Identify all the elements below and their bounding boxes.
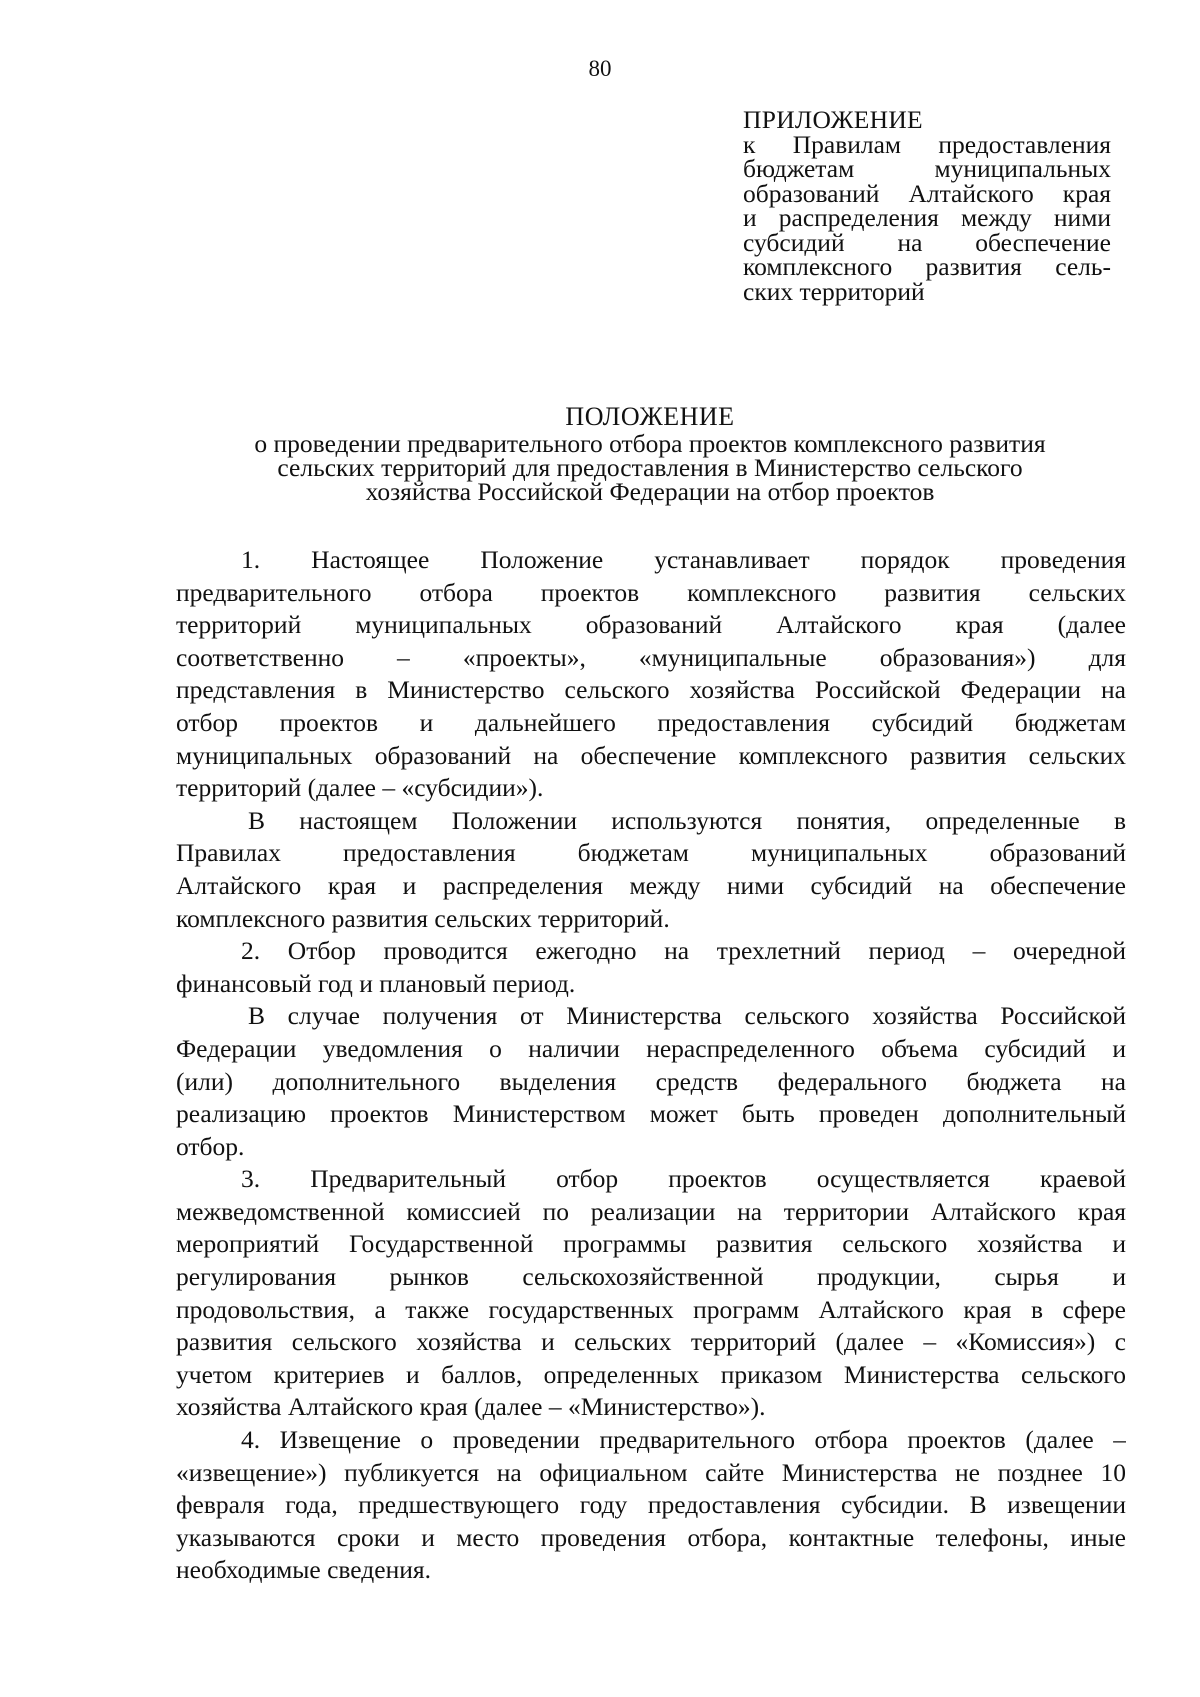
body-line: (или) дополнительного выделения средств федерального бюджета на [176, 1066, 1126, 1096]
body-line: Правилах предоставления бюджетам муниципальных образований [176, 838, 1126, 868]
body-line: отбор. [176, 1131, 245, 1161]
body-line: развития сельского хозяйства и сельских территорий (далее – «Комиссия») с [176, 1327, 1126, 1357]
body-line: В случае получения от Министерства сельского хозяйства Российской [248, 1001, 1126, 1031]
page-number: 80 [588, 56, 612, 81]
body-line: реализацию проектов Министерством может быть проведен дополнительный [176, 1099, 1126, 1129]
body-line: 3. Предварительный отбор проектов осуществляется краевой [241, 1164, 1126, 1194]
appendix-block [743, 105, 1111, 306]
appendix-line: к Правилам предоставления [743, 129, 1111, 159]
document-subtitle-line: сельских территорий для предоставления в Министерство сельского [277, 453, 1023, 482]
body-line: мероприятий Государственной программы развития сельского хозяйства и [176, 1229, 1126, 1259]
body-line: комплексного развития сельских территорий. [176, 903, 670, 933]
document-subtitle-line: о проведении предварительного отбора проектов комплексного развития [254, 429, 1046, 458]
body-line: В настоящем Положении используются понятия, определенные в [248, 805, 1126, 835]
appendix-line: и распределения между ними [743, 203, 1111, 232]
document-title-block [180, 402, 1120, 504]
appendix-line: субсидий на обеспечение [743, 227, 1111, 257]
appendix-line: комплексного развития сель- [743, 252, 1111, 281]
document-body [176, 544, 1126, 1587]
body-line: территорий муниципальных образований Алтайского края (далее [176, 610, 1126, 640]
body-line: финансовый год и плановый период. [176, 968, 576, 998]
body-line: территорий (далее – «субсидии»). [176, 773, 544, 803]
body-line: 4. Извещение о проведении предварительного отбора проектов (далее – [241, 1425, 1126, 1455]
body-line: указываются сроки и место проведения отбора, контактные телефоны, иные [176, 1522, 1126, 1552]
body-line: регулирования рынков сельскохозяйственной продукции, сырья и [176, 1262, 1126, 1292]
body-line: необходимые сведения. [176, 1555, 431, 1585]
body-line: 1. Настоящее Положение устанавливает порядок проведения [241, 545, 1126, 574]
body-line: учетом критериев и баллов, определенных приказом Министерства сельского [176, 1359, 1126, 1389]
body-line: Федерации уведомления о наличии нераспределенного объема субсидий и [176, 1033, 1126, 1063]
body-line: «извещение») публикуется на официальном сайте Министерства не позднее 10 [176, 1457, 1126, 1487]
body-line: отбор проектов и дальнейшего предоставления субсидий бюджетам [176, 707, 1126, 737]
body-line: предварительного отбора проектов комплексного развития сельских [176, 577, 1126, 607]
document-subtitle-line: хозяйства Российской Федерации на отбор проектов [365, 477, 935, 506]
body-line: соответственно – «проекты», «муниципальные образования») для [176, 642, 1126, 672]
body-line: муниципальных образований на обеспечение комплексного развития сельских [176, 740, 1126, 770]
body-line: продовольствия, а также государственных программ Алтайского края в сфере [176, 1294, 1126, 1324]
body-line: февраля года, предшествующего году предоставления субсидии. В извещении [176, 1490, 1126, 1520]
body-line: 2. Отбор проводится ежегодно на трехлетний период – очередной [241, 936, 1126, 966]
appendix-line: ских территорий [743, 276, 925, 306]
appendix-line: образований Алтайского края [743, 178, 1111, 208]
body-line: представления в Министерство сельского хозяйства Российской Федерации на [176, 675, 1126, 705]
appendix-heading: ПРИЛОЖЕНИЕ [743, 105, 923, 134]
document-title: ПОЛОЖЕНИЕ [565, 402, 735, 431]
body-line: Алтайского края и распределения между ними субсидий на обеспечение [176, 870, 1126, 900]
appendix-line: бюджетам муниципальных [743, 154, 1111, 183]
body-line: межведомственной комиссией по реализации на территории Алтайского края [176, 1196, 1126, 1226]
body-line: хозяйства Алтайского края (далее – «Министерство»). [176, 1392, 766, 1422]
